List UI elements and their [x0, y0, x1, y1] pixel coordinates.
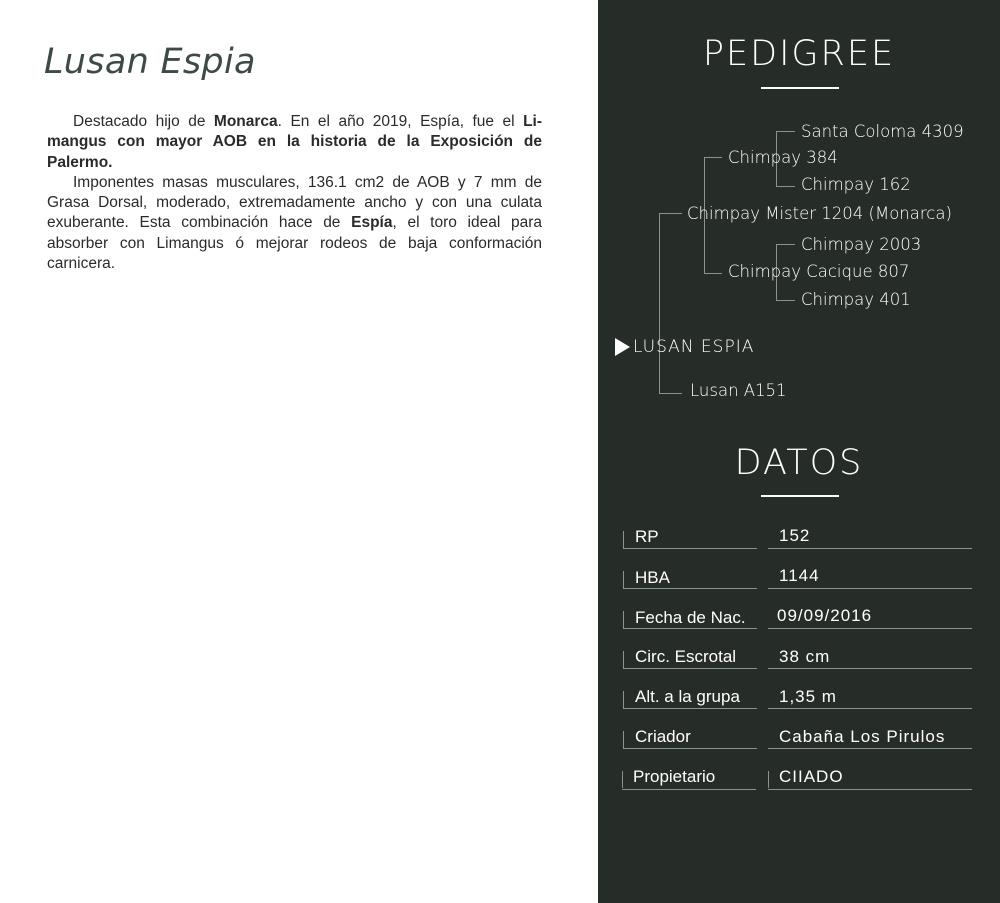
pedigree-animal: LUSAN ESPIA [633, 337, 755, 357]
data-label: Alt. a la grupa [635, 687, 740, 706]
data-value: 152 [779, 526, 811, 545]
p1-bold-2: Li-mangus con mayor AOB en la historia de la Exposición de Palermo. [47, 113, 543, 171]
pedigree-title: PEDIGREE [702, 34, 896, 74]
data-row-alt-grupa [598, 679, 1000, 719]
value-rule [768, 588, 972, 589]
data-row-propietario [598, 759, 1000, 799]
label-rule [623, 748, 757, 749]
play-icon [615, 338, 630, 356]
value-rule [768, 668, 972, 669]
data-value: 09/09/2016 [777, 606, 873, 625]
p2-bold-1: Espía [351, 214, 393, 232]
data-label: Fecha de Nac. [635, 608, 746, 627]
data-value: 38 cm [779, 647, 831, 666]
p1-text-2: . En el año 2019, Espía, fue el [277, 113, 524, 130]
value-rule [768, 548, 972, 549]
label-tick [623, 571, 624, 588]
datos-title: DATOS [734, 443, 864, 483]
label-tick [623, 651, 624, 668]
pedigree-sds: Chimpay 2003 [801, 235, 922, 254]
page-title: Lusan Espia [44, 42, 256, 82]
label-rule [623, 548, 757, 549]
value-tick [768, 771, 769, 788]
label-tick [623, 611, 624, 628]
pedigree-sss: Santa Coloma 4309 [801, 122, 964, 141]
value-rule [768, 628, 972, 629]
p1-bold-1: Monarca [213, 113, 278, 130]
info-panel [598, 0, 1000, 903]
pedigree-sire-dam: Chimpay Cacique 807 [728, 262, 910, 281]
p1-text-1: Destacado hijo de [73, 113, 214, 130]
data-label: HBA [635, 568, 670, 587]
data-label: Circ. Escrotal [635, 647, 737, 666]
data-label: Criador [635, 727, 691, 746]
data-row-criador [598, 719, 1000, 759]
datos-title-rule [761, 495, 839, 497]
label-tick [622, 771, 623, 788]
p2-text-2: , el toro ideal para absorber con Limangus ó mejorar rodeos de baja conformación carnicera. [47, 214, 542, 273]
value-rule [768, 708, 972, 709]
pedigree-sire: Chimpay Mister 1204 (Monarca) [687, 204, 952, 223]
label-rule [622, 789, 756, 790]
data-value: 1,35 m [779, 687, 837, 706]
label-tick [623, 531, 624, 548]
data-label: Propietario [633, 767, 716, 786]
description-text [47, 112, 542, 274]
pedigree-ssd: Chimpay 162 [801, 175, 911, 194]
label-rule [623, 588, 757, 589]
data-value: CIIADO [779, 767, 844, 786]
data-row-circ-escrotal [598, 639, 1000, 679]
data-value: Cabaña Los Pirulos [779, 727, 946, 746]
data-row-rp [598, 519, 1000, 559]
label-rule [623, 628, 757, 629]
data-label: RP [635, 527, 659, 546]
pedigree-sdd: Chimpay 401 [801, 290, 911, 309]
data-value: 1144 [779, 566, 820, 585]
paragraph-1 [47, 112, 542, 173]
pedigree-dam: Lusan A151 [690, 381, 787, 400]
label-rule [623, 668, 757, 669]
data-row-fecha-nac [598, 599, 1000, 639]
pedigree-sire-sire: Chimpay 384 [728, 148, 838, 167]
label-tick [623, 691, 624, 708]
paragraph-2 [47, 173, 542, 274]
value-rule [768, 748, 972, 749]
label-tick [623, 731, 624, 748]
p2-text-1: Imponentes masas musculares, 136.1 cm2 de AOB y 7 mm de Grasa Dorsal, moderado, extremadamente ancho y con una culata exuberante. Esta combinación hace de [47, 173, 542, 232]
value-rule [768, 789, 972, 790]
data-row-hba [598, 559, 1000, 599]
label-rule [623, 708, 757, 709]
